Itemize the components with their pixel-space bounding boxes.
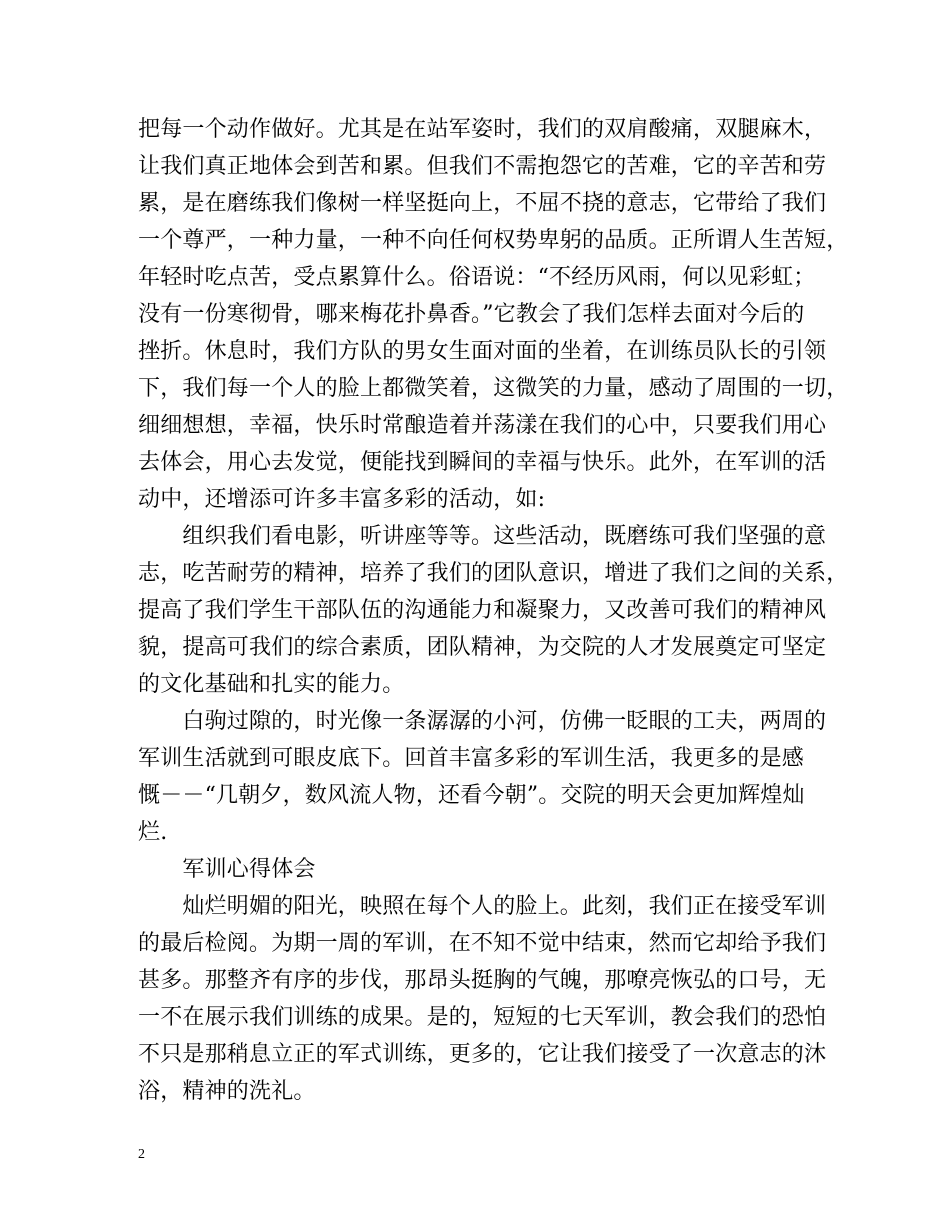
body-line: 烂.	[138, 820, 168, 845]
body-line: 没有一份寒彻骨，哪来梅花扑鼻香。”它教会了我们怎样去面对今后的	[138, 302, 805, 327]
body-line: 动中，还增添可许多丰富多彩的活动，如:	[138, 487, 546, 512]
body-line: 挫折。休息时，我们方队的男女生面对面的坐着，在训练员队长的引领	[138, 339, 827, 364]
body-line: 甚多。那整齐有序的步伐，那昂头挺胸的气魄，那嘹亮恢弘的口号，无	[138, 968, 827, 993]
body-line: 军训生活就到可眼皮底下。回首丰富多彩的军训生活，我更多的是感	[138, 746, 805, 771]
body-line: 慨－－“几朝夕，数风流人物，还看今朝”。交院的明天会更加辉煌灿	[138, 783, 805, 808]
body-line: 的文化基础和扎实的能力。	[138, 672, 405, 697]
body-line: 一个尊严，一种力量，一种不向任何权势卑躬的品质。正所谓人生苦短，	[138, 228, 849, 253]
body-line: 下，我们每一个人的脸上都微笑着，这微笑的力量，感动了周围的一切，	[138, 376, 849, 401]
body-line: 让我们真正地体会到苦和累。但我们不需抱怨它的苦难，它的辛苦和劳	[138, 154, 827, 179]
body-line: 不只是那稍息立正的军式训练，更多的，它让我们接受了一次意志的沐	[138, 1042, 827, 1067]
section-heading: 军训心得体会	[138, 857, 316, 882]
body-line: 白驹过隙的，时光像一条潺潺的小河，仿佛一眨眼的工夫，两周的	[138, 709, 827, 734]
body-line: 年轻时吃点苦，受点累算什么。俗语说：“不经历风雨，何以见彩虹；	[138, 265, 816, 290]
body-line: 细细想想，幸福，快乐时常酿造着并荡漾在我们的心中，只要我们用心	[138, 413, 827, 438]
body-line: 灿烂明媚的阳光，映照在每个人的脸上。此刻，我们正在接受军训	[138, 894, 827, 919]
body-line: 去体会，用心去发觉，便能找到瞬间的幸福与快乐。此外，在军训的活	[138, 450, 827, 475]
body-line: 的最后检阅。为期一周的军训，在不知不觉中结束，然而它却给予我们	[138, 931, 827, 956]
body-line: 组织我们看电影，听讲座等等。这些活动，既磨练可我们坚强的意	[138, 524, 827, 549]
body-line: 貌，提高可我们的综合素质，团队精神，为交院的人才发展奠定可坚定	[138, 635, 827, 660]
body-line: 把每一个动作做好。尤其是在站军姿时，我们的双肩酸痛，双腿麻木，	[138, 117, 827, 142]
body-line: 志，吃苦耐劳的精神，培养了我们的团队意识，增进了我们之间的关系，	[138, 561, 849, 586]
body-line: 累，是在磨练我们像树一样坚挺向上，不屈不挠的意志，它带给了我们	[138, 191, 827, 216]
page-number: 2	[138, 1147, 145, 1162]
body-line: 浴，精神的洗礼。	[138, 1079, 316, 1104]
body-line: 一不在展示我们训练的成果。是的，短短的七天军训，教会我们的恐怕	[138, 1005, 827, 1030]
body-line: 提高了我们学生干部队伍的沟通能力和凝聚力，又改善可我们的精神风	[138, 598, 827, 623]
